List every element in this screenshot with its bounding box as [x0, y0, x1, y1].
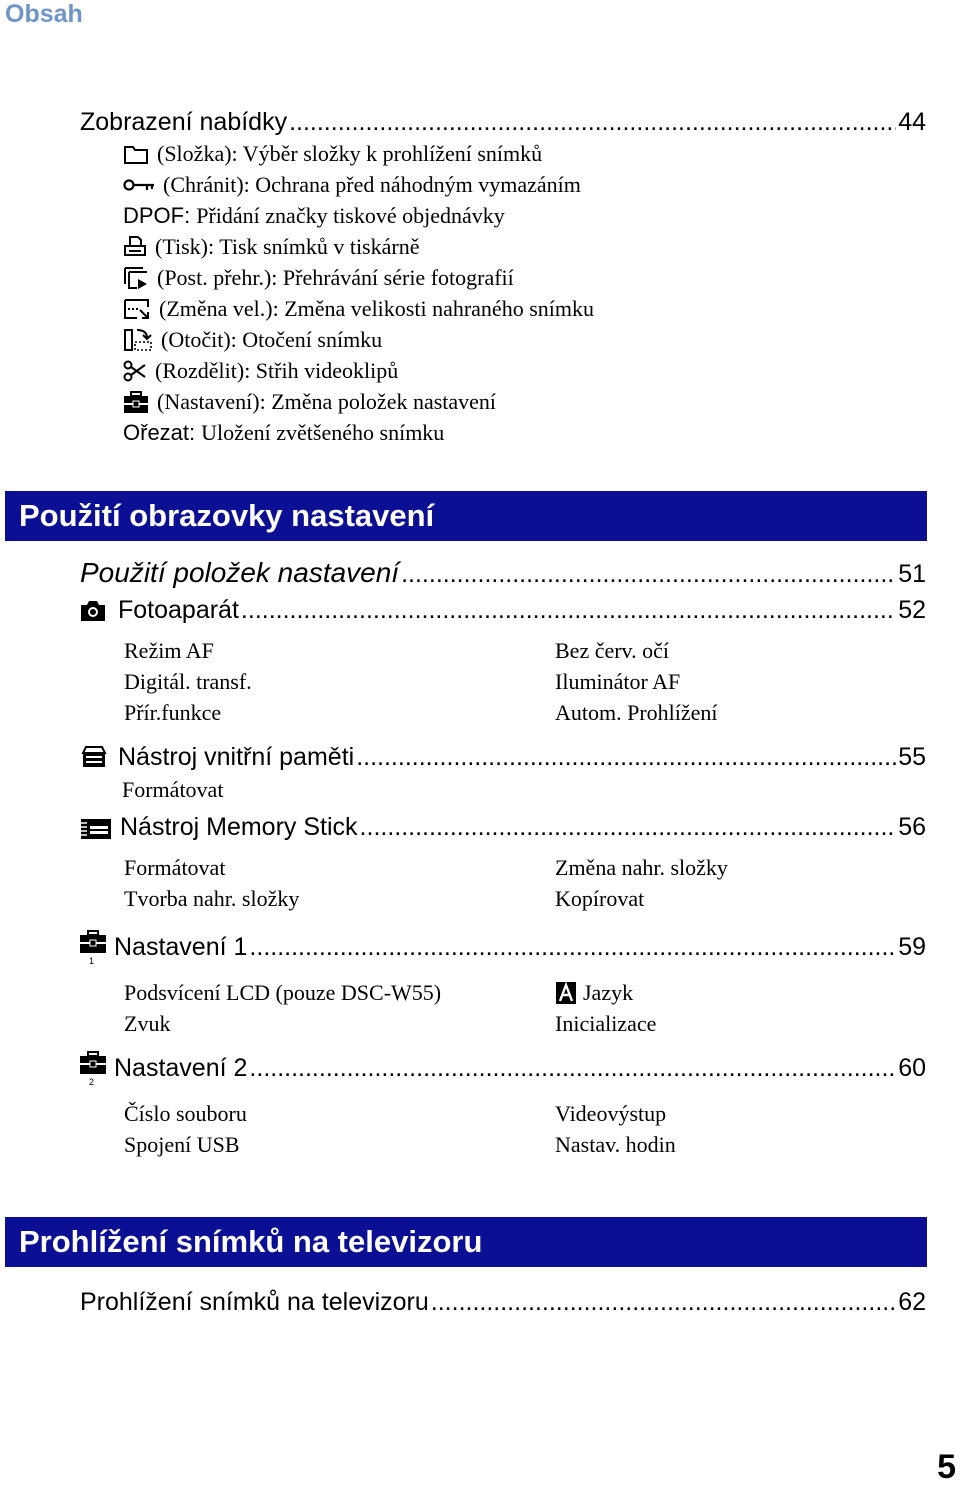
folder-icon [123, 143, 149, 165]
setup1-icon-number: 1 [89, 956, 95, 965]
toc-entry-internal-memory[interactable] [118, 742, 926, 772]
list-item: Iluminátor AF [555, 669, 681, 694]
dot-leader [360, 812, 897, 842]
dot-leader [401, 559, 896, 589]
toc-entry-label: Zobrazení nabídky [80, 108, 288, 136]
slideshow-icon [123, 266, 149, 290]
toc-page-number: 62 [898, 1288, 926, 1316]
menu-item-divide: (Rozdělit): Střih videoklipů [123, 358, 398, 384]
dot-leader [249, 932, 896, 962]
rotate-icon [123, 328, 153, 352]
toc-entry-label: Nastavení 2 [114, 1054, 248, 1082]
toc-page-number: 44 [898, 108, 926, 136]
dot-leader [241, 595, 896, 625]
list-item: Podsvícení LCD (pouze DSC-W55) [124, 980, 442, 1005]
list-item: Formátovat [124, 855, 226, 880]
toc-page-number: 60 [898, 1054, 926, 1082]
list-item: Režim AF [124, 638, 214, 663]
toc-entry-label: Fotoaparát [118, 596, 239, 624]
toc-entry-setup1[interactable] [114, 932, 926, 962]
list-item: Nastav. hodin [555, 1132, 676, 1157]
key-icon [123, 178, 155, 192]
list-item: Inicializace [555, 1011, 657, 1036]
section-banner-setup-screen: Použití obrazovky nastavení [5, 491, 927, 541]
list-item: Přír.funkce [124, 700, 222, 725]
page-header-title: Obsah [5, 0, 83, 28]
menu-item-slideshow: (Post. přehr.): Přehrávání série fotografií [123, 265, 514, 291]
dot-leader [356, 742, 896, 772]
list-item: Videovýstup [555, 1101, 667, 1126]
dot-leader [431, 1287, 896, 1317]
setup2-icon-number: 2 [89, 1077, 95, 1086]
setup2-toolbox-icon [79, 1050, 107, 1086]
toolbox-icon [123, 390, 149, 414]
toc-entry-label: Použití položek nastavení [80, 557, 400, 588]
toc-entry-camera[interactable] [118, 595, 926, 625]
toc-entry-memory-stick[interactable] [120, 812, 926, 842]
list-item: Formátovat [122, 777, 224, 802]
scissors-icon [123, 359, 147, 383]
resize-icon [123, 297, 151, 321]
dot-leader [249, 1053, 896, 1083]
list-item: Kopírovat [555, 886, 645, 911]
menu-item-print: (Tisk): Tisk snímků v tiskárně [123, 234, 419, 260]
toc-entry-tv-viewing[interactable] [80, 1287, 926, 1317]
toc-entry-setup-items[interactable] [80, 558, 926, 589]
toc-page-number: 55 [898, 743, 926, 771]
menu-item-folder: (Složka): Výběr složky k prohlížení snímků [123, 141, 542, 167]
menu-item-rotate: (Otočit): Otočení snímku [123, 327, 382, 353]
list-item: Digitál. transf. [124, 669, 252, 694]
toc-entry-menu[interactable] [80, 107, 926, 137]
print-icon [123, 235, 147, 259]
toc-entry-label: Nástroj vnitřní paměti [118, 743, 355, 771]
toc-entry-label: Nástroj Memory Stick [120, 813, 358, 841]
internal-memory-icon [80, 746, 108, 768]
toc-page-number: 52 [898, 596, 926, 624]
list-item: Bez červ. očí [555, 638, 670, 663]
page-number: 5 [937, 1448, 956, 1486]
camera-icon [80, 600, 106, 622]
menu-item-protect: (Chránit): Ochrana před náhodným vymazáním [123, 172, 581, 198]
list-item-language: Jazyk [555, 980, 633, 1006]
toc-entry-label: Nastavení 1 [114, 933, 248, 961]
menu-item-setup: (Nastavení): Změna položek nastavení [123, 389, 496, 415]
menu-item-dpof: DPOF: Přidání značky tiskové objednávky [123, 203, 505, 228]
toc-page-number: 59 [898, 933, 926, 961]
list-item: Změna nahr. složky [555, 855, 728, 880]
list-item: Zvuk [124, 1011, 171, 1036]
list-item: Tvorba nahr. složky [124, 886, 300, 911]
toc-page-number: 56 [898, 813, 926, 841]
toc-entry-label: Prohlížení snímků na televizoru [80, 1288, 429, 1316]
list-item: Autom. Prohlížení [555, 700, 718, 725]
language-icon [555, 981, 577, 1005]
list-item: Číslo souboru [124, 1101, 247, 1126]
dot-leader [289, 107, 896, 137]
memory-stick-icon [80, 818, 112, 840]
setup1-toolbox-icon [79, 929, 107, 965]
toc-page-number: 51 [898, 560, 926, 588]
section-banner-tv-viewing: Prohlížení snímků na televizoru [5, 1217, 927, 1267]
menu-item-resize: (Změna vel.): Změna velikosti nahraného snímku [123, 296, 594, 322]
toc-entry-setup2[interactable] [114, 1053, 926, 1083]
menu-item-trimming: Ořezat: Uložení zvětšeného snímku [123, 420, 445, 445]
list-item: Spojení USB [124, 1132, 240, 1157]
